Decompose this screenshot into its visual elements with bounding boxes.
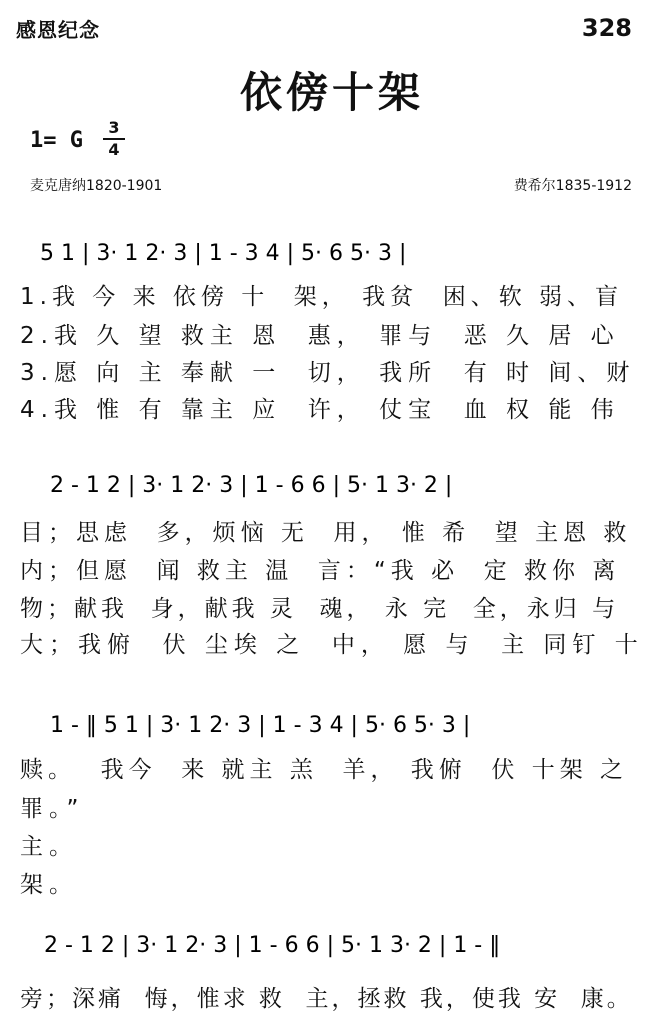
hymn-title: 依傍十架 xyxy=(239,68,424,117)
notation-text-2: 2 - 1 2 | 3· 1 2· 3 | 1 - 6 6 | 5· 1 3· 2 | xyxy=(50,473,453,498)
lyric-line: 目；思虑 多，烦恼 无 用， 惟 希 望 主恩 救 xyxy=(20,520,632,546)
notation-svg-2 xyxy=(0,460,664,520)
lyric-line: 内；但愿 闻 救主 温 言：“我 必 定 救你 离 xyxy=(20,558,621,584)
notation-svg-3 xyxy=(0,700,664,760)
lyric-line: 2.我 久 望 救主 恩 惠， 罪与 恶 久 居 心 xyxy=(20,323,620,349)
composer-credit: 费希尔1835-1912 xyxy=(513,178,632,194)
lyric-line: 物；献我 身，献我 灵 魂， 永 完 全，永归 与 xyxy=(20,596,620,622)
notation-svg-1 xyxy=(0,228,664,288)
lyric-line: 大；我俯 伏 尘埃 之 中， 愿 与 主 同钉 十 xyxy=(20,632,644,658)
lyric-line: 赎。 我今 来 就主 羔 羊， 我俯 伏 十架 之 xyxy=(20,757,629,783)
lyric-line: 3.愿 向 主 奉献 一 切， 我所 有 时 间、财 xyxy=(20,360,636,386)
meter-top: 3 xyxy=(108,118,120,137)
key-signature: 1= G xyxy=(30,128,83,153)
lyric-line: 4.我 惟 有 靠主 应 许， 仗宝 血 权 能 伟 xyxy=(20,397,620,423)
lyric-line: 旁；深痛 悔，惟求 救 主，拯救 我，使我 安 康。 xyxy=(20,986,633,1012)
notation-line-2 xyxy=(0,460,664,520)
time-signature xyxy=(102,119,126,159)
notation-text-4: 2 - 1 2 | 3· 1 2· 3 | 1 - 6 6 | 5· 1 3· 2 | 1 - ‖ xyxy=(44,933,501,958)
lyric-line: 主。 xyxy=(20,834,78,860)
notation-line-1 xyxy=(0,228,664,288)
notation-text-1: 5 1 | 3· 1 2· 3 | 1 - 3 4 | 5· 6 5· 3 | xyxy=(40,241,407,266)
notation-line-4 xyxy=(0,920,664,980)
notation-svg-4 xyxy=(0,920,664,980)
notation-text-3: 1 - ‖ 5 1 | 3· 1 2· 3 | 1 - 3 4 | 5· 6 5· 3 | xyxy=(50,713,471,738)
lyricist-credit: 麦克唐纳1820-1901 xyxy=(30,178,163,194)
lyric-line: 架。 xyxy=(20,872,78,898)
lyric-line: 1.我 今 来 依傍 十 架， 我贫 困、软 弱、盲 xyxy=(20,284,624,310)
hymn-number: 328 xyxy=(581,14,632,42)
lyric-line: 罪。” xyxy=(20,796,85,822)
meter-bottom: 4 xyxy=(108,140,120,159)
notation-line-3 xyxy=(0,700,664,760)
collection-label: 感恩纪念 xyxy=(16,18,100,42)
